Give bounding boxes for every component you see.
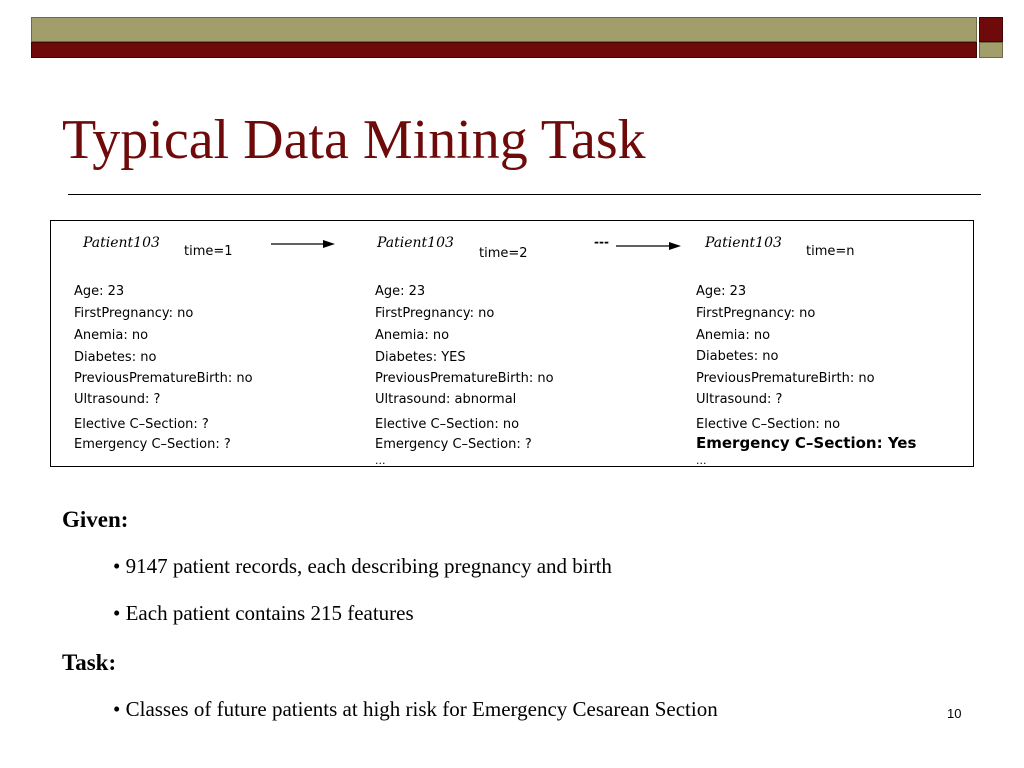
patient-name-3: Patient103 [705,235,782,251]
arrow-icon [616,240,682,252]
record-field: FirstPregnancy: no [375,306,495,321]
record-continuation: ... [696,454,707,467]
record-field: FirstPregnancy: no [74,306,194,321]
patient-name-2: Patient103 [377,235,454,251]
record-field: Age: 23 [74,284,125,299]
task-bullet: • Classes of future patients at high risk for Emergency Cesarean Section [113,697,718,721]
patient-name-1: Patient103 [83,235,160,251]
given-heading: Given: [62,507,129,532]
header-square-maroon [979,17,1003,42]
task-heading: Task: [62,650,117,675]
record-continuation: ... [375,454,386,467]
record-field: PreviousPrematureBirth: no [696,371,875,386]
record-field: Elective C–Section: no [696,417,841,432]
record-field: Ultrasound: ? [696,392,783,407]
record-field: PreviousPrematureBirth: no [74,371,253,386]
record-field: Age: 23 [375,284,426,299]
ellipsis-marker: --- [594,235,609,249]
page-number: 10 [947,706,962,721]
given-bullet: • 9147 patient records, each describing pregnancy and birth [113,554,612,578]
record-field: Elective C–Section: ? [74,417,209,432]
record-field: Anemia: no [74,328,149,343]
given-bullet: • Each patient contains 215 features [113,601,414,625]
record-field: Anemia: no [696,328,771,343]
patient-timeline-figure [50,220,974,467]
record-field: Diabetes: no [74,350,157,365]
emergency-section-result: Emergency C–Section: Yes [696,434,917,452]
title-divider [68,194,981,195]
record-field: Elective C–Section: no [375,417,520,432]
record-field: Diabetes: YES [375,350,466,365]
patient-time-2: time=2 [479,246,528,261]
record-field: Diabetes: no [696,349,779,364]
record-field: FirstPregnancy: no [696,306,816,321]
record-field: Ultrasound: abnormal [375,392,517,407]
header-square-olive [979,42,1003,58]
record-field: Anemia: no [375,328,450,343]
record-field: Ultrasound: ? [74,392,161,407]
record-field: Emergency C–Section: ? [375,437,532,452]
header-bar-olive [31,17,977,42]
record-field: PreviousPrematureBirth: no [375,371,554,386]
patient-time-1: time=1 [184,244,233,259]
arrow-icon [271,238,336,250]
slide-title: Typical Data Mining Task [62,109,646,171]
record-field: Emergency C–Section: ? [74,437,231,452]
header-bar-maroon [31,42,977,58]
patient-time-3: time=n [806,244,855,259]
record-field: Age: 23 [696,284,747,299]
